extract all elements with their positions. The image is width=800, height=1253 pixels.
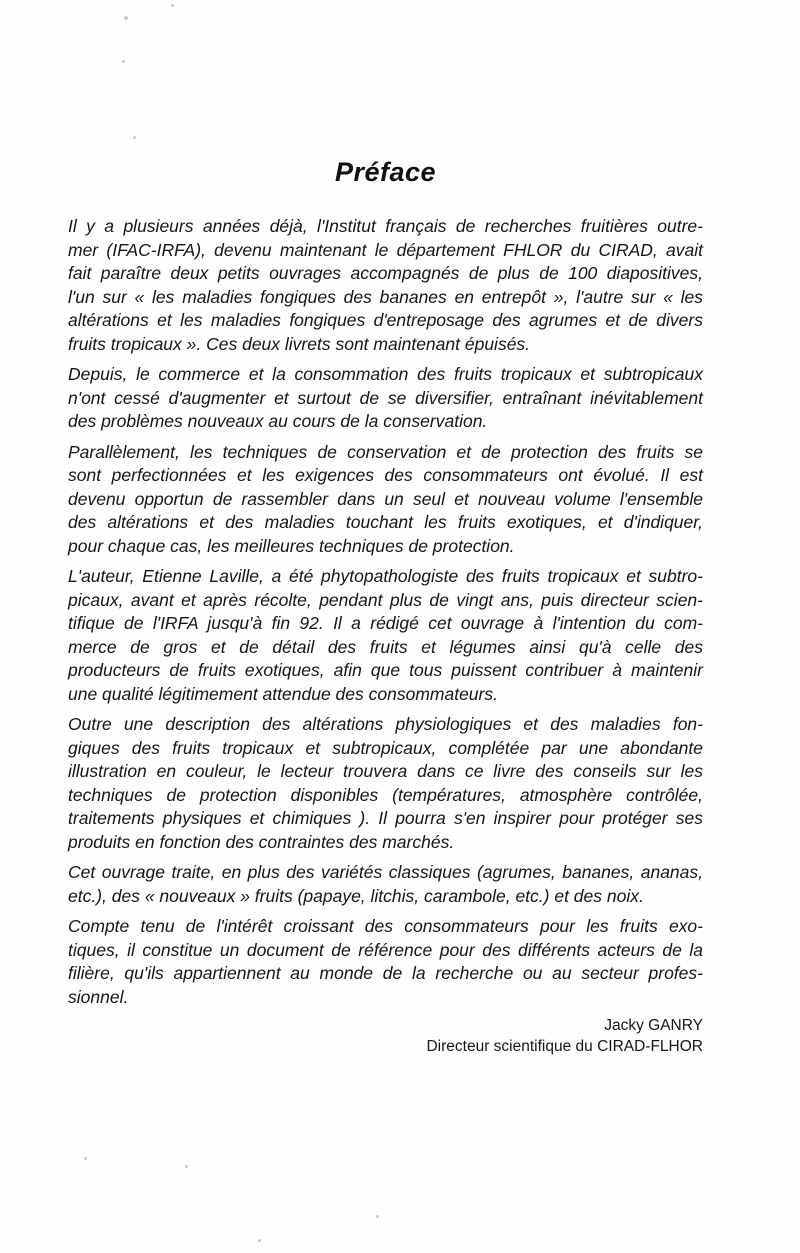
text-line: n'ont cessé d'augmenter et surtout de se diversifier, entraînant inévitablement (68, 387, 703, 408)
text-line: fait paraître deux petits ouvrages accompagnés de plus de 100 diapositives, (68, 263, 703, 283)
text-line: une qualité légitimement attendue des consommateurs. (68, 683, 498, 704)
text-line: etc.), des « nouveaux » fruits (papaye, litchis, carambole, etc.) et des noix. (68, 885, 644, 906)
text-line: producteurs de fruits exotiques, afin que tous puissent contribuer à maintenir (68, 660, 703, 680)
scan-speck (258, 1239, 261, 1242)
paragraph (68, 861, 703, 908)
text-line: giques des fruits tropicaux et subtropicaux, complétée par une abondante (68, 737, 703, 758)
scan-speck (133, 136, 136, 139)
text-line: illustration en couleur, le lecteur trouvera dans ce livre des conseils sur les (68, 761, 703, 781)
text-line: Outre une description des altérations physiologiques et des maladies fon- (68, 714, 703, 734)
text-line: mer (IFAC-IRFA), devenu maintenant le département FHLOR du CIRAD, avait (68, 239, 703, 260)
signature-name: Jacky GANRY (604, 1017, 703, 1034)
paragraph (68, 215, 703, 356)
text-line: techniques de protection disponibles (températures, atmosphère contrôlée, (68, 784, 703, 805)
text-line: filière, qu'ils appartiennent au monde de la recherche ou au secteur profes- (68, 963, 703, 983)
paragraph (68, 915, 703, 1009)
text-line: altérations et les maladies fongiques d'entreposage des agrumes et de divers (68, 310, 703, 330)
scan-speck (376, 1215, 379, 1218)
text-line: des altérations et des maladies touchant les fruits exotiques, et d'indiquer, (68, 512, 703, 532)
text-line: L'auteur, Etienne Laville, a été phytopathologiste des fruits tropicaux et subtro- (68, 566, 703, 586)
text-line: merce de gros et de détail des fruits et légumes ainsi qu'à celle des (68, 636, 703, 657)
text-line: traitements physiques et chimiques ). Il pourra s'en inspirer pour protéger ses (68, 808, 703, 828)
scan-speck (84, 1157, 87, 1160)
signature-role: Directeur scientifique du CIRAD-FLHOR (426, 1037, 703, 1055)
text-line: l'un sur « les maladies fongiques des bananes en entrepôt », l'autre sur « les (68, 286, 703, 307)
text-line: des problèmes nouveaux au cours de la conservation. (68, 411, 488, 431)
scan-speck (185, 1165, 188, 1168)
text-line: Compte tenu de l'intérêt croissant des consommateurs pour les fruits exo- (68, 916, 703, 936)
text-line: sionnel. (68, 986, 129, 1007)
text-line: tiques, il constitue un document de référence pour des différents acteurs de la (68, 939, 703, 960)
text-line: sont perfectionnées et les exigences des consommateurs ont évolué. Il est (68, 465, 703, 485)
paragraph (68, 363, 703, 434)
text-line: Depuis, le commerce et la consommation des fruits tropicaux et subtropicaux (68, 364, 703, 384)
text-line: fruits tropicaux ». Ces deux livrets sont maintenant épuisés. (68, 333, 531, 354)
text-line: picaux, avant et après récolte, pendant plus de vingt ans, puis directeur scien- (68, 589, 703, 610)
paragraph (68, 565, 703, 706)
paragraph (68, 441, 703, 559)
scan-speck (171, 4, 174, 7)
page-title: Préface (334, 157, 437, 188)
text-line: tifique de l'IRFA jusqu'à fin 92. Il a rédigé cet ouvrage à l'intention du com- (68, 613, 703, 633)
text-line: pour chaque cas, les meilleures techniques de protection. (68, 535, 515, 556)
text-line: Parallèlement, les techniques de conservation et de protection des fruits se (68, 441, 703, 462)
scan-speck (124, 16, 128, 20)
signature-block (68, 1016, 703, 1057)
preface-body (68, 215, 703, 1057)
text-line: Il y a plusieurs années déjà, l'Institut français de recherches fruitières outre- (68, 216, 703, 236)
text-line: produits en fonction des contraintes des marchés. (68, 831, 455, 852)
paragraph (68, 713, 703, 854)
scan-speck (122, 60, 125, 63)
text-line: Cet ouvrage traite, en plus des variétés classiques (agrumes, bananes, ananas, (68, 862, 703, 882)
text-line: devenu opportun de rassembler dans un seul et nouveau volume l'ensemble (68, 488, 703, 509)
